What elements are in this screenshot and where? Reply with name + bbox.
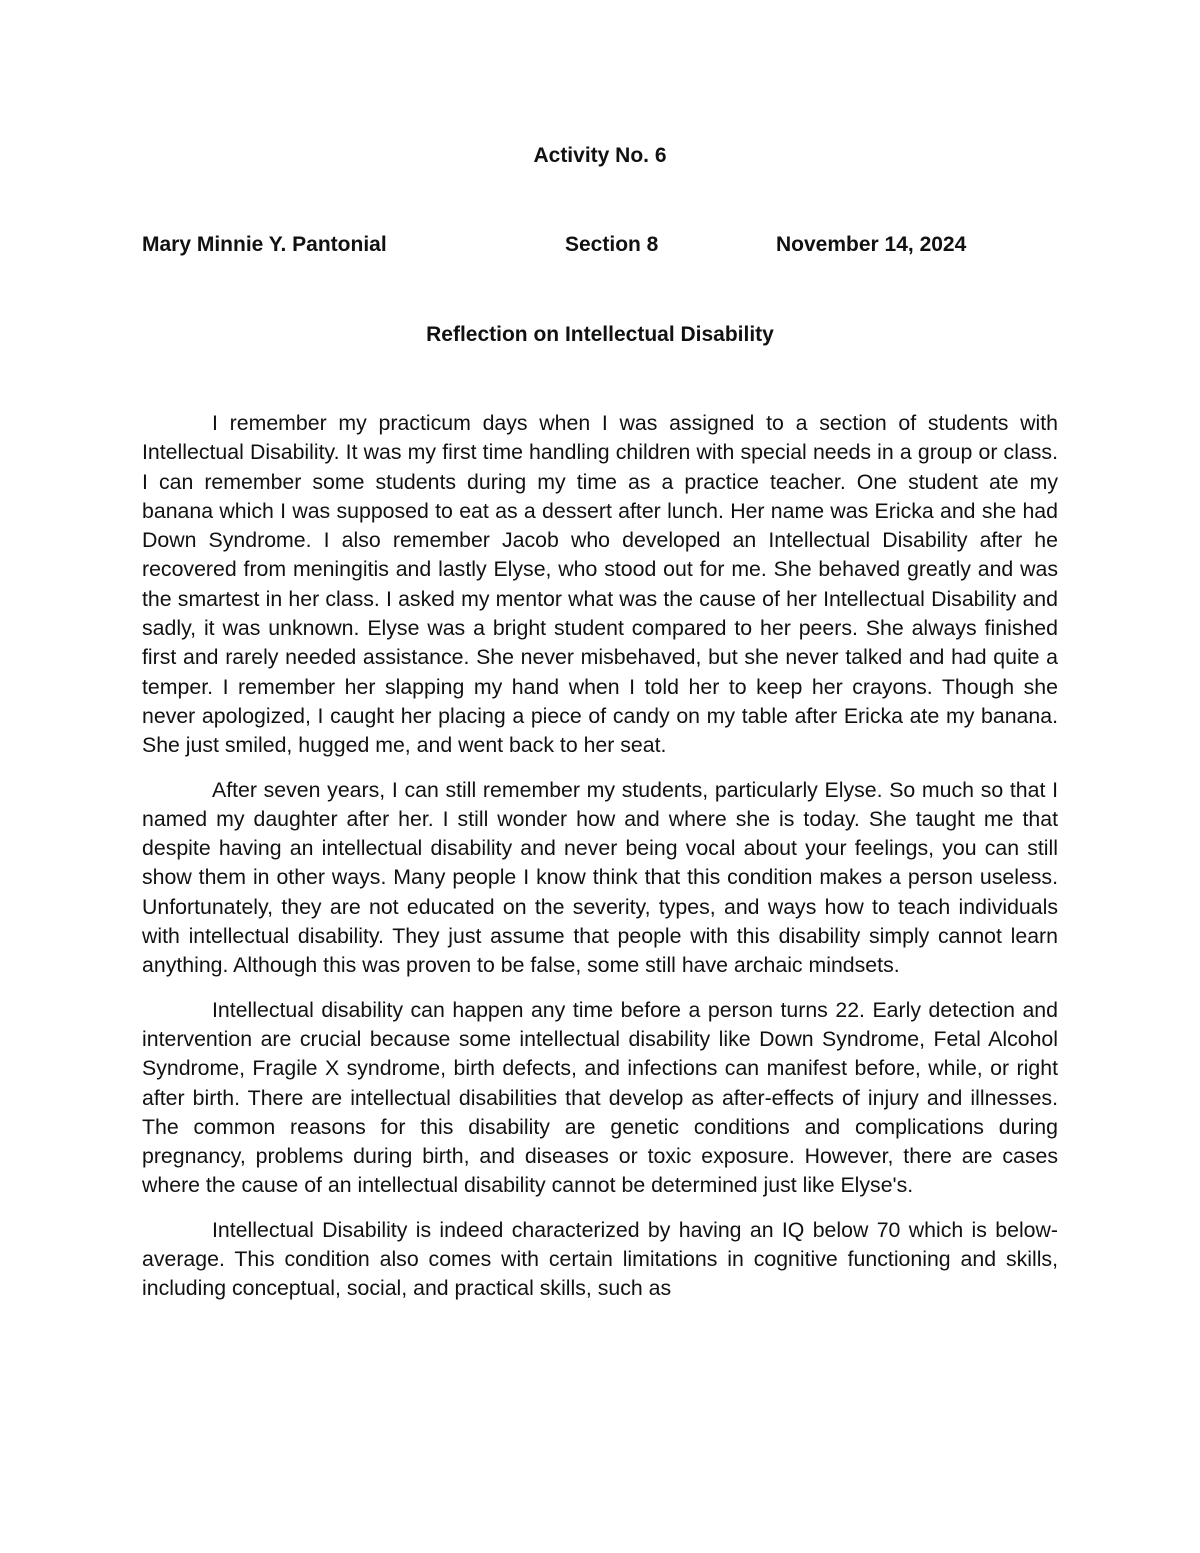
header-info-row bbox=[142, 232, 1058, 260]
paragraph-2: After seven years, I can still remember my students, particularly Elyse. So much so that I named my daughter after her. I still wonder how and where she is today. She taught me that despite having an intellectual disability and never being vocal about your feelings, you can still show them in other ways. Many people I know think that this condition makes a person useless. Unfortunately, they are not educated on the severity, types, and ways how to teach individuals with intellectual disability. They just assume that people with this disability simply cannot learn anything. Although this was proven to be false, some still have archaic mindsets. bbox=[142, 777, 1058, 978]
student-name: Mary Minnie Y. Pantonial bbox=[142, 233, 387, 256]
section-label: Section 8 bbox=[565, 233, 659, 256]
activity-title: Activity No. 6 bbox=[533, 144, 667, 167]
paragraph-1: I remember my practicum days when I was assigned to a section of students with Intellectual Disability. It was my first time handling children with special needs in a group or class. I can remember some students during my time as a practice teacher. One student ate my banana which I was supposed to eat as a dessert after lunch. Her name was Ericka and she had Down Syndrome. I also remember Jacob who developed an Intellectual Disability after he recovered from meningitis and lastly Elyse, who stood out for me. She behaved greatly and was the smartest in her class. I asked my mentor what was the cause of her Intellectual Disability and sadly, it was unknown. Elyse was a bright student compared to her peers. She always finished first and rarely needed assistance. She never misbehaved, but she never talked and had quite a temper. I remember her slapping my hand when I told her to keep her crayons. Though she never apologized, I caught her placing a piece of candy on my table after Ericka ate my banana. She just smiled, hugged me, and went back to her seat. bbox=[142, 411, 1058, 758]
paragraph-3: Intellectual disability can happen any time before a person turns 22. Early detection and intervention are crucial because some intellectual disability like Down Syndrome, Fetal Alcohol Syndrome, Fragile X syndrome, birth defects, and infections can manifest before, while, or right after birth. There are intellectual disabilities that develop as after-effects of injury and illnesses. The common reasons for this disability are genetic conditions and complications during pregnancy, problems during birth, and diseases or toxic exposure. However, there are cases where the cause of an intellectual disability cannot be determined just like Elyse's. bbox=[142, 997, 1058, 1198]
document-title: Reflection on Intellectual Disability bbox=[426, 323, 774, 346]
date-label: November 14, 2024 bbox=[776, 233, 967, 256]
body-text bbox=[142, 409, 1058, 1319]
paragraph-4: Intellectual Disability is indeed characterized by having an IQ below 70 which is below-average. This condition also comes with certain limitations in cognitive functioning and skills, including conceptual, social, and practical skills, such as bbox=[142, 1217, 1058, 1301]
